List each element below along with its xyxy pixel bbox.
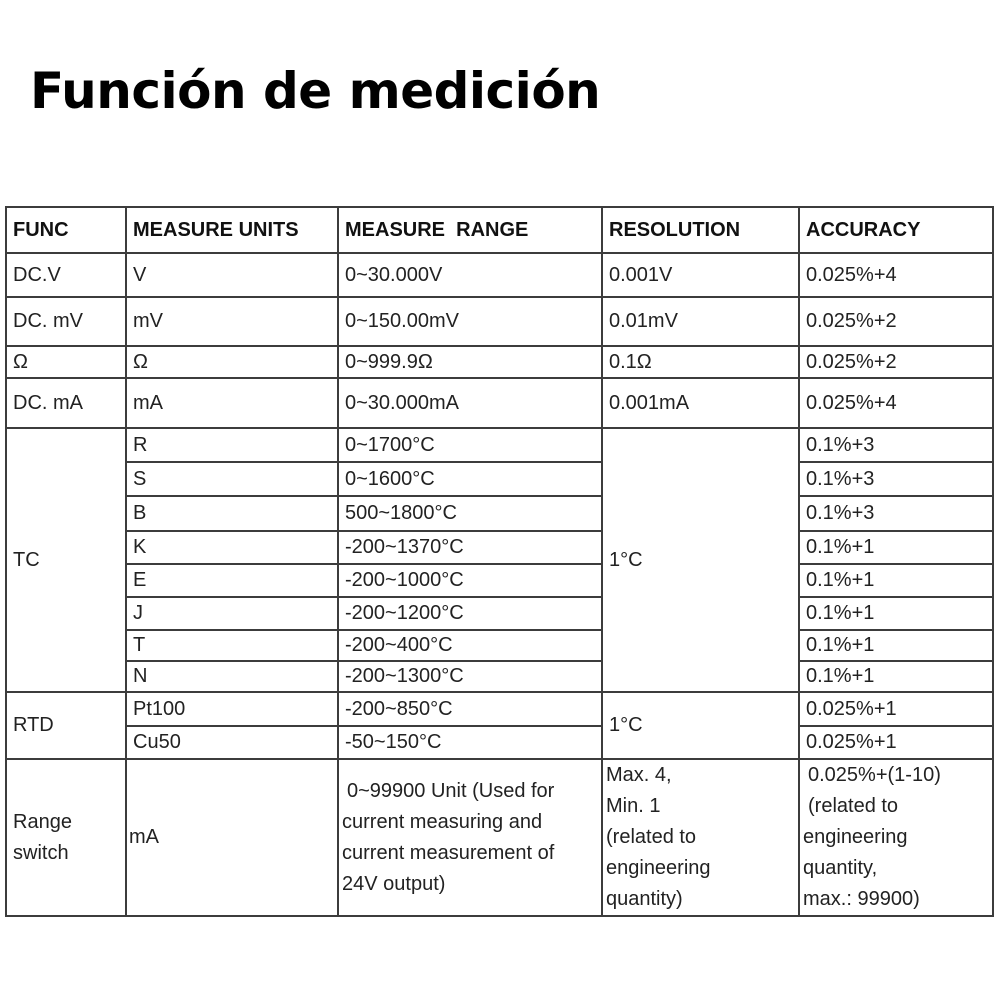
cell-range: -200~850°C: [338, 692, 602, 726]
cell-accuracy: 0.1%+3: [799, 496, 993, 531]
cell-unit: V: [126, 253, 338, 297]
cell-unit: mA: [126, 759, 338, 916]
cell-range-range-switch: [338, 759, 602, 916]
range-line: current measuring and: [342, 810, 543, 833]
table-header-row: [6, 207, 993, 253]
cell-accuracy: 0.1%+1: [799, 564, 993, 597]
table-row-tc-t: [6, 630, 993, 661]
cell-range: -200~1200°C: [338, 597, 602, 630]
cell-accuracy: 0.1%+3: [799, 428, 993, 462]
table-row-range-switch: [6, 759, 993, 916]
accuracy-line: quantity,: [803, 857, 878, 879]
header-func: FUNC: [6, 207, 126, 253]
cell-range: -200~400°C: [338, 630, 602, 661]
header-measure-range: MEASURE RANGE: [338, 207, 602, 253]
cell-range: -200~1000°C: [338, 564, 602, 597]
cell-unit: S: [126, 462, 338, 496]
func-line: switch: [13, 841, 69, 864]
cell-resolution: 0.001mA: [602, 378, 799, 428]
cell-accuracy: 0.025%+4: [799, 378, 993, 428]
cell-range: -200~1300°C: [338, 661, 602, 692]
table-row-tc-n: [6, 661, 993, 692]
cell-accuracy: 0.1%+1: [799, 531, 993, 564]
cell-range: 0~999.9Ω: [338, 346, 602, 378]
cell-func: DC. mV: [6, 297, 126, 346]
header-resolution: RESOLUTION: [602, 207, 799, 253]
cell-func-rtd: RTD: [6, 692, 126, 759]
accuracy-line: (related to: [808, 795, 899, 817]
cell-range: 0~30.000mA: [338, 378, 602, 428]
cell-unit: E: [126, 564, 338, 597]
measurement-spec-table: [5, 206, 994, 917]
cell-unit: Pt100: [126, 692, 338, 726]
cell-resolution: 0.01mV: [602, 297, 799, 346]
cell-accuracy: 0.025%+2: [799, 297, 993, 346]
cell-unit: J: [126, 597, 338, 630]
func-line: Range: [13, 810, 72, 833]
cell-unit: mV: [126, 297, 338, 346]
cell-accuracy: 0.025%+4: [799, 253, 993, 297]
cell-unit: K: [126, 531, 338, 564]
cell-range: 0~1700°C: [338, 428, 602, 462]
accuracy-line: engineering: [803, 826, 908, 848]
cell-accuracy: 0.1%+1: [799, 661, 993, 692]
cell-accuracy-range-switch: [799, 759, 993, 916]
cell-unit: B: [126, 496, 338, 531]
resolution-line: (related to: [606, 826, 697, 848]
accuracy-line: max.: 99900): [803, 888, 920, 910]
resolution-line: engineering: [606, 857, 711, 879]
cell-unit: mA: [126, 378, 338, 428]
range-line: current measurement of: [342, 841, 555, 864]
accuracy-line: 0.025%+(1-10): [808, 764, 941, 786]
cell-resolution-range-switch: [602, 759, 799, 916]
table-row-ohm: [6, 346, 993, 378]
cell-accuracy: 0.1%+1: [799, 630, 993, 661]
range-line: 0~99900 Unit (Used for: [347, 779, 555, 802]
header-measure-units: MEASURE UNITS: [126, 207, 338, 253]
table-row-rtd-cu50: [6, 726, 993, 759]
cell-unit: Ω: [126, 346, 338, 378]
resolution-line: quantity): [606, 888, 683, 910]
cell-func: Ω: [6, 346, 126, 378]
table-row-tc-s: [6, 462, 993, 496]
page-title: Función de medición: [30, 62, 601, 120]
cell-resolution-tc: 1°C: [602, 428, 799, 692]
cell-range: -200~1370°C: [338, 531, 602, 564]
cell-range: 0~1600°C: [338, 462, 602, 496]
cell-accuracy: 0.025%+2: [799, 346, 993, 378]
cell-range: -50~150°C: [338, 726, 602, 759]
resolution-line: Min. 1: [606, 795, 661, 817]
table-row-dcmv: [6, 297, 993, 346]
table-row-tc-j: [6, 597, 993, 630]
cell-accuracy: 0.1%+3: [799, 462, 993, 496]
cell-func: DC. mA: [6, 378, 126, 428]
cell-func-range-switch: [6, 759, 126, 916]
cell-func: DC.V: [6, 253, 126, 297]
cell-resolution: 0.1Ω: [602, 346, 799, 378]
table-row-tc-r: [6, 428, 993, 462]
table-row-tc-b: [6, 496, 993, 531]
resolution-line: Max. 4,: [606, 764, 672, 786]
cell-range: 500~1800°C: [338, 496, 602, 531]
cell-range: 0~30.000V: [338, 253, 602, 297]
header-accuracy: ACCURACY: [799, 207, 993, 253]
cell-unit: N: [126, 661, 338, 692]
table-row-dcv: [6, 253, 993, 297]
cell-resolution-rtd: 1°C: [602, 692, 799, 759]
table-row-tc-e: [6, 564, 993, 597]
table-row-dcma: [6, 378, 993, 428]
table-row-rtd-pt100: [6, 692, 993, 726]
cell-accuracy: 0.025%+1: [799, 726, 993, 759]
range-line: 24V output): [342, 872, 446, 895]
table-row-tc-k: [6, 531, 993, 564]
cell-unit: T: [126, 630, 338, 661]
cell-unit: Cu50: [126, 726, 338, 759]
cell-unit: R: [126, 428, 338, 462]
cell-range: 0~150.00mV: [338, 297, 602, 346]
cell-resolution: 0.001V: [602, 253, 799, 297]
cell-accuracy: 0.025%+1: [799, 692, 993, 726]
cell-func-tc: TC: [6, 428, 126, 692]
cell-accuracy: 0.1%+1: [799, 597, 993, 630]
